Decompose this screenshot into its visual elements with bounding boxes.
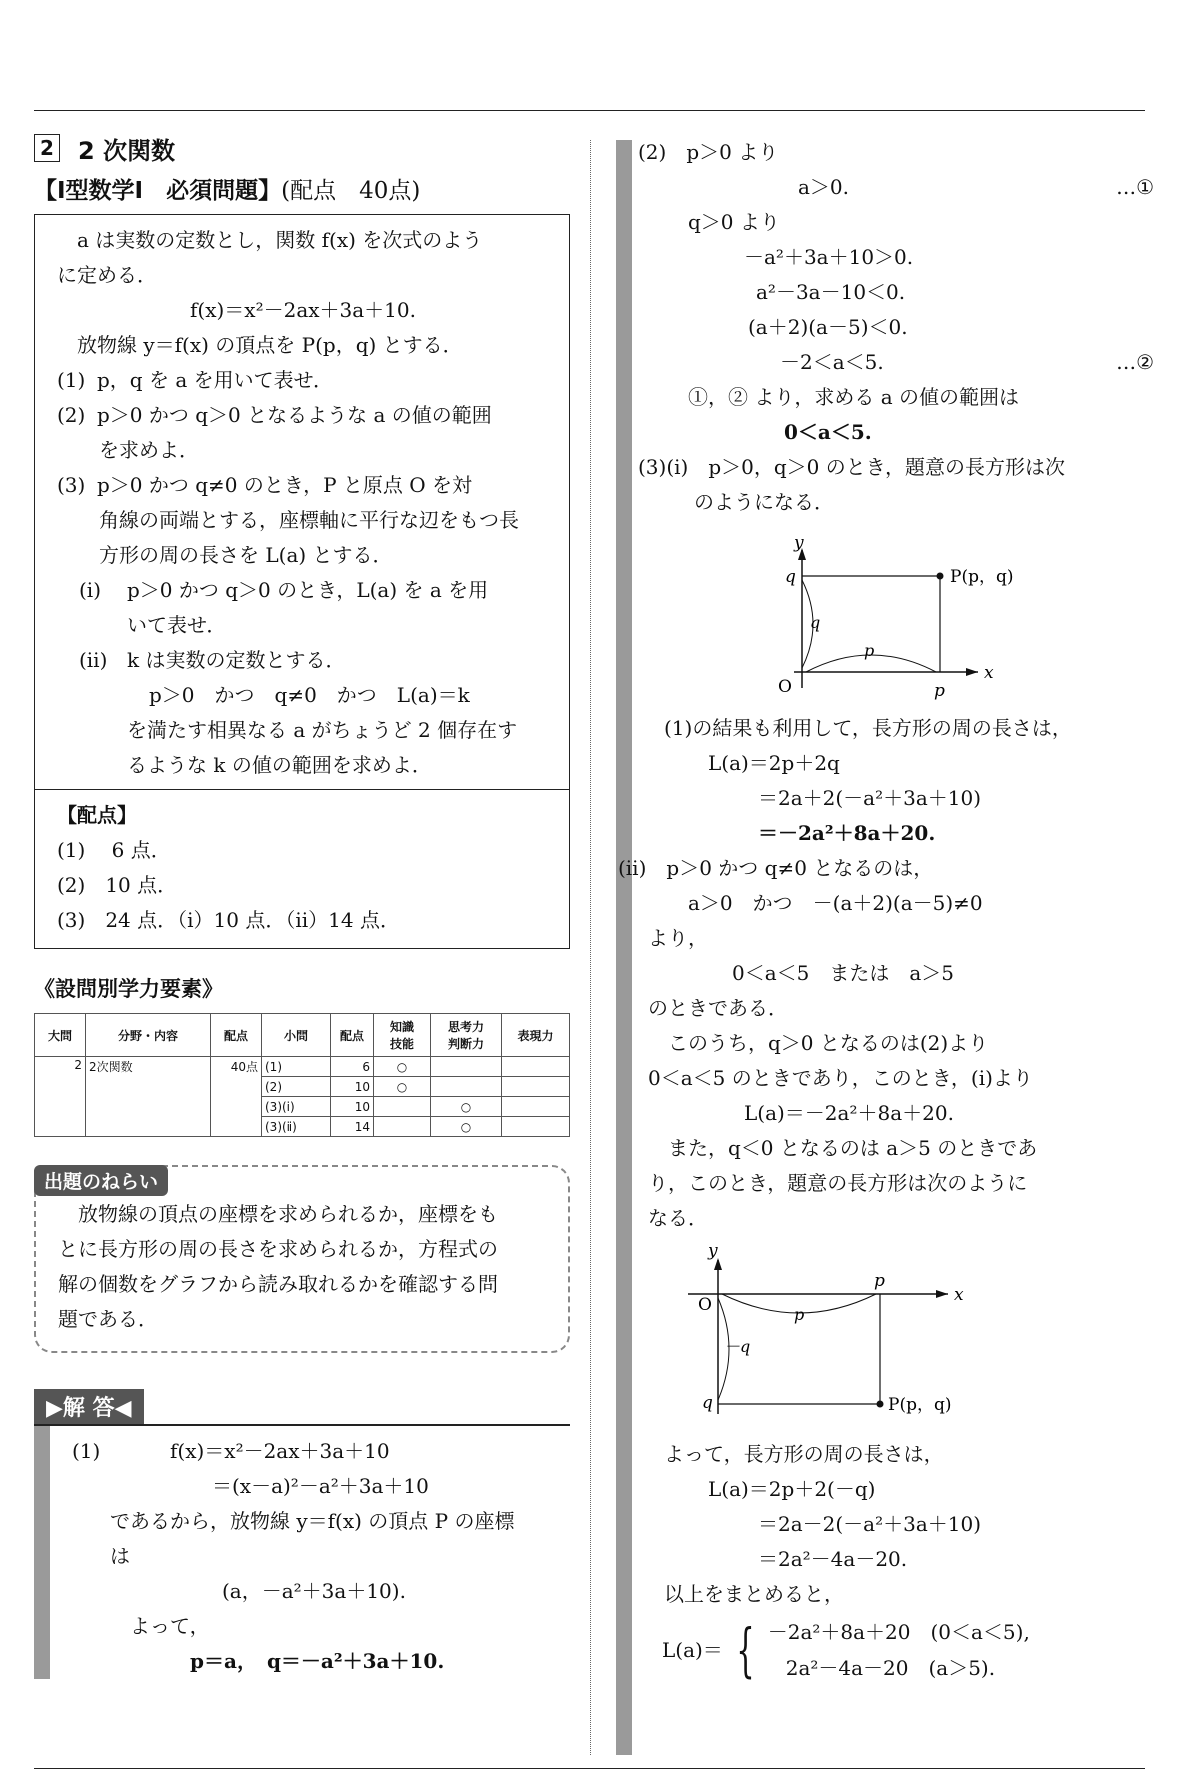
table-header-row bbox=[35, 1014, 570, 1057]
q-tick-label: q bbox=[785, 567, 796, 587]
piecewise-lhs: L(a)＝ bbox=[662, 1637, 723, 1662]
q-side-label: q bbox=[810, 613, 821, 632]
section-title bbox=[34, 130, 570, 166]
elements-title: 《設問別学力要素》 bbox=[34, 977, 223, 1001]
x-axis-arrow-icon bbox=[966, 668, 978, 676]
cell-big: 2 bbox=[35, 1057, 86, 1137]
answer-side-bar bbox=[34, 1426, 50, 1679]
q-label: (ⅰ) bbox=[79, 578, 102, 602]
problem-type bbox=[34, 172, 570, 210]
score-line: (1) 6 点． bbox=[57, 838, 171, 862]
aim-line: 題である． bbox=[58, 1307, 158, 1331]
q-text: p＞0 かつ q＞0 のとき，L(a) を a を用 bbox=[127, 578, 489, 602]
q-text: るような k の値の範囲を求めよ． bbox=[127, 753, 432, 777]
q-text: を求めよ． bbox=[99, 438, 199, 462]
q-label: (2) bbox=[57, 403, 86, 427]
piecewise-case: 2a²－4a－20 (a＞5). bbox=[785, 1656, 996, 1680]
question-1 bbox=[57, 363, 549, 398]
aim-line: 放物線の頂点の座標を求められるか，座標をも bbox=[78, 1202, 498, 1226]
cell-sub: (1) bbox=[262, 1057, 331, 1077]
cell-knowledge: ○ bbox=[374, 1077, 431, 1097]
x-label: x bbox=[954, 1285, 964, 1305]
answer-eq: L(a)＝2p＋2(－q) bbox=[708, 1477, 876, 1501]
x-label: x bbox=[984, 663, 994, 683]
col-header: 表現力 bbox=[502, 1014, 570, 1057]
mq-side-label: －q bbox=[724, 1337, 751, 1356]
cell-expression bbox=[502, 1117, 570, 1137]
answer-line: (ⅱ) p＞0 かつ q≠0 となるのは， bbox=[618, 856, 934, 880]
answer-line: ①，② より，求める a の値の範囲は bbox=[688, 385, 1019, 409]
vertex-point bbox=[937, 573, 944, 580]
q-label: (1) bbox=[57, 368, 86, 392]
cell-pts: 10 bbox=[331, 1077, 374, 1097]
problem-type-label: 【Ⅰ型数学Ⅰ 必須問題】 bbox=[34, 178, 282, 204]
cell-sub: (2) bbox=[262, 1077, 331, 1097]
table-row bbox=[35, 1057, 570, 1077]
cell-sub: (3)(ⅰ) bbox=[262, 1097, 331, 1117]
p-side-label: p bbox=[794, 1305, 805, 1324]
answer-line: q＞0 より bbox=[688, 210, 780, 234]
answer-1-line bbox=[72, 1434, 570, 1469]
column-divider bbox=[590, 140, 591, 1755]
cell-knowledge: ○ bbox=[374, 1057, 431, 1077]
elements-table bbox=[34, 1013, 570, 1137]
answer-eq: ＝2a＋2(－a²＋3a＋10) bbox=[758, 786, 982, 810]
score-line: (3) 24 点．（ⅰ）10 点．（ⅱ）14 点． bbox=[57, 908, 400, 932]
answer-label: (1) bbox=[72, 1439, 101, 1463]
left-column bbox=[34, 130, 570, 1679]
aim-line: とに長方形の周の長さを求められるか，方程式の bbox=[58, 1237, 498, 1261]
aim-line: 解の個数をグラフから読み取れるかを確認する問 bbox=[58, 1272, 498, 1296]
answer-line: なる． bbox=[648, 1206, 708, 1230]
answer-header bbox=[34, 1389, 570, 1426]
answer-line: 以上をまとめると， bbox=[664, 1582, 844, 1606]
answer-eq: L(a)＝2p＋2q bbox=[708, 751, 840, 775]
col-header: 小問 bbox=[262, 1014, 331, 1057]
answer-line: より， bbox=[648, 926, 708, 950]
p-side-label: p bbox=[864, 641, 875, 660]
answer-eq: ＝2a²－4a－20. bbox=[758, 1547, 908, 1571]
question-3-i bbox=[57, 573, 549, 608]
y-label: y bbox=[794, 533, 804, 553]
q-label: (ⅱ) bbox=[79, 648, 108, 672]
q-text: k は実数の定数とする． bbox=[127, 648, 346, 672]
answer-line: 0＜a＜5 のときであり，このとき，(ⅰ)より bbox=[648, 1066, 1033, 1090]
question-2 bbox=[57, 398, 549, 433]
answer-eq-marked bbox=[648, 170, 1154, 205]
brace-icon: { bbox=[736, 1616, 755, 1684]
diagram-rectangle-1 bbox=[648, 520, 1154, 700]
q-label: (3) bbox=[57, 473, 86, 497]
cell-thinking bbox=[431, 1077, 502, 1097]
answer-eq: －2＜a＜5. bbox=[780, 350, 884, 374]
right-column bbox=[618, 135, 1154, 1686]
q-text: p，q を a を用いて表せ． bbox=[97, 368, 334, 392]
col-header: 知識 技能 bbox=[374, 1014, 431, 1057]
answer-eq: (a＋2)(a－5)＜0. bbox=[748, 315, 908, 339]
answer-eq: a²－3a－10＜0. bbox=[756, 280, 906, 304]
problem-line: 放物線 y＝f(x) の頂点を P(p，q) とする． bbox=[77, 333, 463, 357]
cell-pts: 10 bbox=[331, 1097, 374, 1117]
aim-section bbox=[34, 1165, 570, 1353]
q-condition: p＞0 かつ q≠0 かつ L(a)＝k bbox=[149, 683, 470, 707]
answer-line: このうち，q＞0 となるのは(2)より bbox=[668, 1031, 989, 1055]
q-text: いて表せ． bbox=[127, 613, 227, 637]
col-header: 分野・内容 bbox=[86, 1014, 211, 1057]
x-axis-arrow-icon bbox=[936, 1290, 948, 1298]
eq-marker: …② bbox=[1116, 350, 1154, 374]
cell-thinking bbox=[431, 1057, 502, 1077]
diagram-rectangle-2 bbox=[648, 1236, 1154, 1426]
q-tick-label: q bbox=[702, 1393, 713, 1413]
score-line: (2) 10 点． bbox=[57, 873, 178, 897]
aim-tag: 出題のねらい bbox=[34, 1165, 168, 1196]
origin-label: O bbox=[778, 677, 792, 697]
piecewise-result bbox=[648, 1614, 1154, 1686]
point-label: P(p，q) bbox=[888, 1395, 952, 1415]
cell-expression bbox=[502, 1097, 570, 1117]
answer-eq: a＞0. bbox=[798, 175, 850, 199]
answer-eq-marked bbox=[648, 345, 1154, 380]
col-header: 大問 bbox=[35, 1014, 86, 1057]
problem-line: に定める． bbox=[57, 263, 157, 287]
answer-body bbox=[34, 1426, 570, 1679]
y-label: y bbox=[708, 1241, 718, 1261]
piecewise-case: －2a²＋8a＋20 (0＜a＜5), bbox=[767, 1620, 1030, 1644]
cell-field: 2次関数 bbox=[86, 1057, 211, 1137]
answer-eq: f(x)＝x²－2ax＋3a＋10 bbox=[170, 1439, 390, 1463]
origin-label: O bbox=[698, 1295, 712, 1315]
answer-eq: a＞0 かつ －(a＋2)(a－5)≠0 bbox=[688, 891, 983, 915]
answer-line: (2) p＞0 より bbox=[638, 140, 779, 164]
answer-line: よって，長方形の周の長さは， bbox=[664, 1442, 944, 1466]
cell-knowledge bbox=[374, 1117, 431, 1137]
section-title-text: 2 次関数 bbox=[78, 136, 176, 165]
score-heading: 【配点】 bbox=[57, 803, 137, 827]
answer-result: p＝a， q＝－a²＋3a＋10. bbox=[190, 1649, 445, 1673]
answer-side-bar-right bbox=[616, 140, 632, 1755]
col-header: 配点 bbox=[211, 1014, 262, 1057]
p-tick-label: p bbox=[874, 1271, 885, 1291]
problem-function: f(x)＝x²－2ax＋3a＋10. bbox=[190, 298, 416, 322]
cell-pts: 6 bbox=[331, 1057, 374, 1077]
answer-eq: L(a)＝－2a²＋8a＋20. bbox=[744, 1101, 954, 1125]
q-text: を満たす相異なる a がちょうど 2 個存在す bbox=[127, 718, 518, 742]
answer-line: であるから，放物線 y＝f(x) の頂点 P の座標 bbox=[110, 1509, 515, 1533]
problem-body bbox=[35, 215, 569, 789]
col-header: 思考力 判断力 bbox=[431, 1014, 502, 1057]
cell-total: 40点 bbox=[211, 1057, 262, 1137]
answer-eq: 0＜a＜5 または a＞5 bbox=[732, 961, 955, 985]
answer-eq: －a²＋3a＋10＞0. bbox=[744, 245, 914, 269]
cell-expression bbox=[502, 1057, 570, 1077]
problem-points: (配点 40点) bbox=[281, 178, 421, 204]
answer-line: また，q＜0 となるのは a＞5 のときであ bbox=[668, 1136, 1038, 1160]
point-label: P(p，q) bbox=[950, 567, 1014, 587]
cell-knowledge bbox=[374, 1097, 431, 1117]
answer-result: ＝－2a²＋8a＋20. bbox=[758, 821, 936, 845]
col-header: 配点 bbox=[331, 1014, 374, 1057]
score-box bbox=[35, 789, 569, 948]
cell-expression bbox=[502, 1077, 570, 1097]
answer-tag: ▶解 答◀ bbox=[34, 1389, 144, 1424]
answer-line: (3)(ⅰ) p＞0，q＞0 のとき，題意の長方形は次 bbox=[638, 455, 1065, 479]
q-text: p＞0 かつ q＞0 となるような a の値の範囲 bbox=[97, 403, 492, 427]
q-text: p＞0 かつ q≠0 のとき，P と原点 O を対 bbox=[97, 473, 473, 497]
cell-thinking: ○ bbox=[431, 1097, 502, 1117]
answer-line: のようになる． bbox=[694, 490, 834, 514]
answer-line: のときである． bbox=[648, 996, 788, 1020]
question-3-ii bbox=[57, 643, 549, 678]
answer-eq: ＝2a－2(－a²＋3a＋10) bbox=[758, 1512, 982, 1536]
question-number: 2 bbox=[34, 134, 60, 162]
problem-box bbox=[34, 214, 570, 949]
answer-line: り，このとき，題意の長方形は次のように bbox=[648, 1171, 1028, 1195]
answer-line: (1)の結果も利用して，長方形の周の長さは， bbox=[664, 716, 1072, 740]
cell-pts: 14 bbox=[331, 1117, 374, 1137]
piecewise-cases bbox=[768, 1614, 1030, 1686]
top-rule bbox=[34, 110, 1145, 111]
answer-line: よって， bbox=[130, 1614, 210, 1638]
answer-text bbox=[50, 1426, 570, 1679]
question-3 bbox=[57, 468, 549, 503]
answer-result: 0＜a＜5. bbox=[784, 420, 872, 444]
cell-thinking: ○ bbox=[431, 1117, 502, 1137]
vertex-point bbox=[877, 1401, 884, 1408]
eq-marker: …① bbox=[1116, 175, 1154, 199]
q-text: 角線の両端とする，座標軸に平行な辺をもつ長 bbox=[99, 508, 519, 532]
answer-eq: ＝(x－a)²－a²＋3a＋10 bbox=[212, 1474, 429, 1498]
q-text: 方形の周の長さを L(a) とする． bbox=[99, 543, 393, 567]
bottom-rule bbox=[34, 1768, 1145, 1769]
cell-sub: (3)(ⅱ) bbox=[262, 1117, 331, 1137]
problem-line: a は実数の定数とし，関数 f(x) を次式のよう bbox=[77, 228, 483, 252]
answer-line: は bbox=[110, 1544, 130, 1568]
answer-eq: (a，－a²＋3a＋10). bbox=[222, 1579, 406, 1603]
p-tick-label: p bbox=[934, 681, 945, 700]
